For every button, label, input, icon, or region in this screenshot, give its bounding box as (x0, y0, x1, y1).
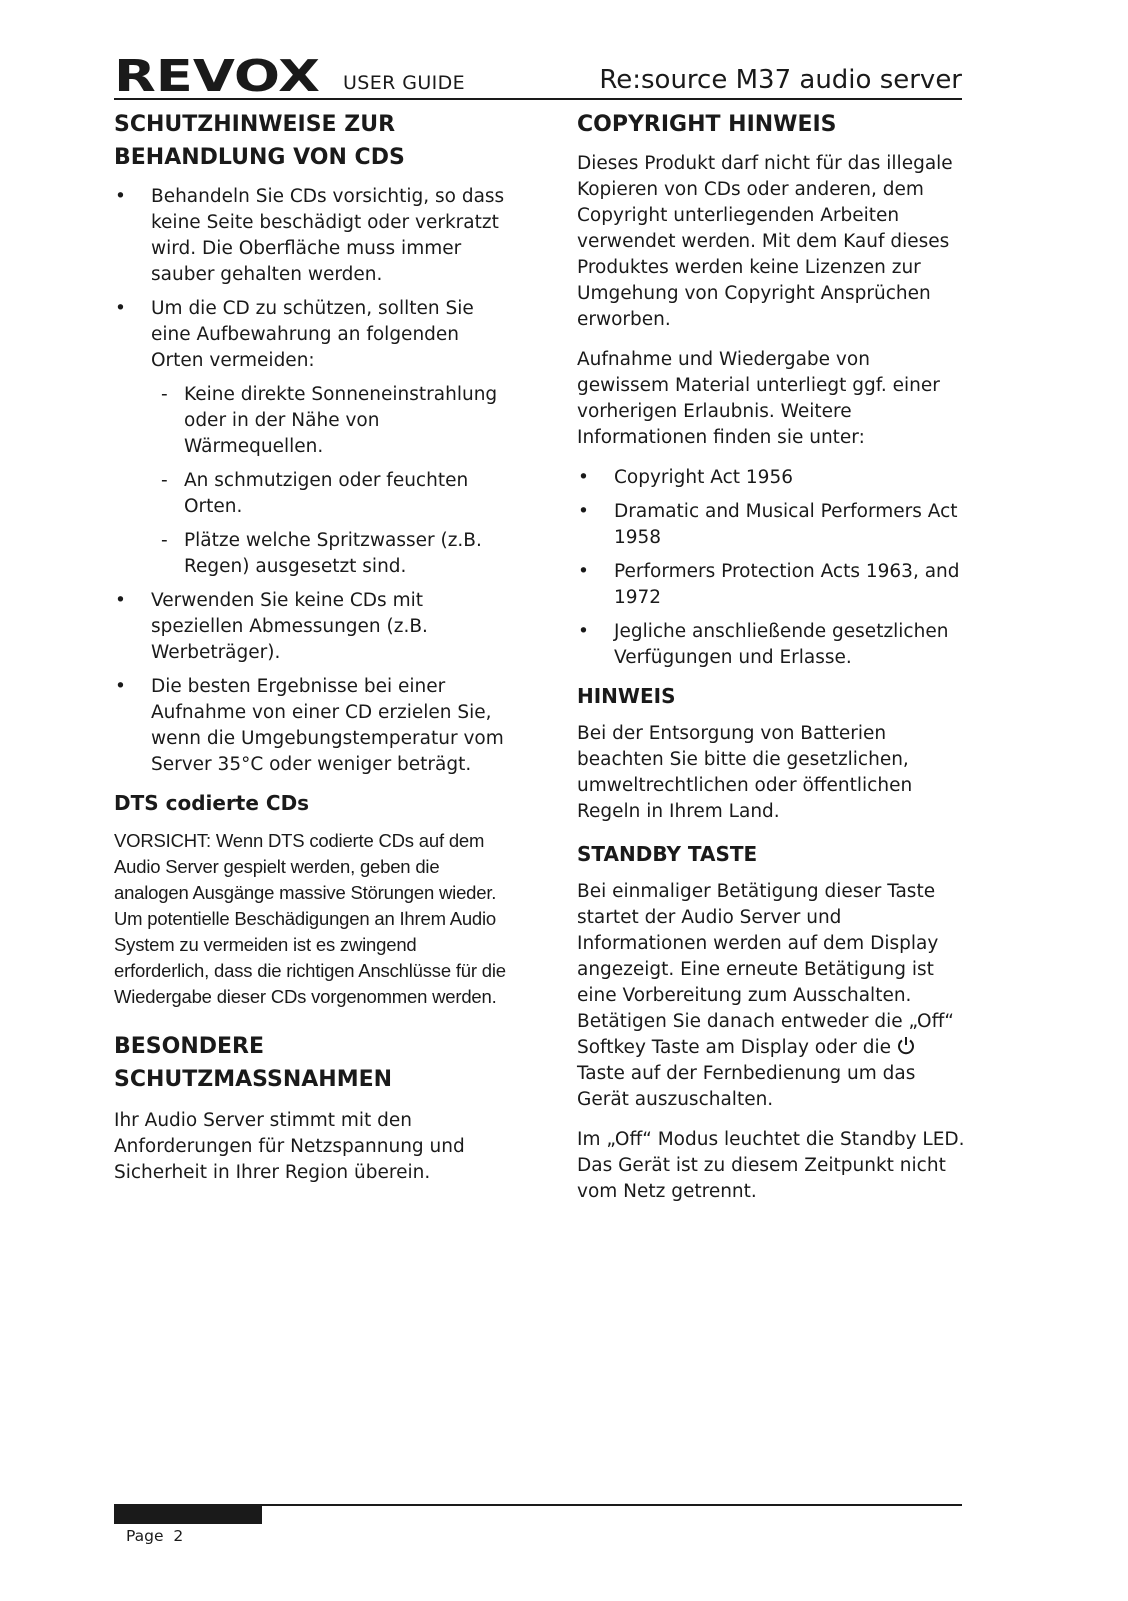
dts-heading: DTS codierte CDs (114, 791, 310, 815)
copyright-heading: COPYRIGHT HINWEIS (577, 112, 837, 137)
revox-logo (114, 58, 320, 94)
list-item: • Performers Protection Acts 1963, and 1972 (577, 559, 967, 611)
standby-paragraph-2: Im „Off“ Modus leuchtet die Standby LED. Das Gerät ist zu diesem Zeitpunkt nicht vom Netz getrennt. (577, 1129, 965, 1202)
header-rule (114, 98, 962, 100)
cd-handling-list (114, 184, 514, 778)
list-item: • Dramatic and Musical Performers Act 1958 (577, 499, 967, 551)
svg-text:REVOX: REVOX (114, 58, 320, 94)
warning-label: VORSICHT: (114, 830, 211, 851)
copyright-paragraph-1: Dieses Produkt darf nicht für das illegale Kopieren von CDs oder anderen, dem Copyright unterliegenden Arbeiten verwendet werden. Mit dem Kauf dieses Produktes werden keine Lizenzen zur Umgehung von Copyright Ansprüchen erworben. (577, 153, 953, 330)
copyright-acts-list (577, 465, 967, 671)
footer-bar (114, 1505, 262, 1524)
hinweis-heading: HINWEIS (577, 684, 676, 708)
cd-handling-heading: SCHUTZHINWEISE ZUR BEHANDLUNG VON CDS (114, 112, 405, 170)
list-item: • Die besten Ergebnisse bei einer Aufnahme von einer CD erzielen Sie, wenn die Umgebungstemperatur vom Server 35°C oder weniger beträgt. (114, 674, 514, 778)
left-column (114, 108, 514, 1200)
list-item: - An schmutzigen oder feuchten Orten. (151, 468, 514, 520)
standby-heading: STANDBY TASTE (577, 842, 758, 866)
list-item: • Copyright Act 1956 (577, 465, 967, 491)
list-item: - Plätze welche Spritzwasser (z.B. Regen) ausgesetzt sind. (151, 528, 514, 580)
list-item: - Keine direkte Sonneneinstrahlung oder in der Nähe von Wärmequellen. (151, 382, 514, 460)
hinweis-text: Bei der Entsorgung von Batterien beachten Sie bitte die gesetzlichen, umweltrechtlichen oder öffentlichen Regeln in Ihrem Land. (577, 723, 913, 822)
list-item: • Um die CD zu schützen, sollten Sie eine Aufbewahrung an folgenden Orten vermeiden: - Keine direkte Sonneneinstrahlung oder in der Nähe von Wärmequellen. - An schmutzigen oder feuchten Orten. - Plätze welche Spritzwasser (z.B. Regen) ausgesetzt sind. (114, 296, 514, 580)
list-item: • Behandeln Sie CDs vorsichtig, so dass keine Seite beschädigt oder verkratzt wird. Die Oberfläche muss immer sauber gehalten werden. (114, 184, 514, 288)
product-title: Re:source M37 audio server (599, 65, 962, 95)
standby-paragraph-1: Bei einmaliger Betätigung dieser Taste startet der Audio Server und Informationen werden auf dem Display angezeigt. Eine erneute Betätigung ist eine Vorbereitung zum Ausschalten. Betätigen Sie danach entweder die „Off“ Softkey Taste am Display oder die Taste auf der Fernbedienung um das Gerät auszuschalten. (577, 881, 954, 1110)
special-protection-heading: BESONDERE SCHUTZMASSNAHMEN (114, 1034, 393, 1092)
special-protection-text: Ihr Audio Server stimmt mit den Anforderungen für Netzspannung und Sicherheit in Ihrer Region überein. (114, 1110, 465, 1183)
list-item: • Jegliche anschließende gesetzlichen Verfügungen und Erlasse. (577, 619, 967, 671)
page-header (114, 52, 962, 102)
copyright-paragraph-2: Aufnahme und Wiedergabe von gewissem Material unterliegt ggf. einer vorherigen Erlaubnis. Weitere Informationen finden sie unter: (577, 349, 940, 448)
right-column (577, 108, 967, 1219)
avoid-locations-list (151, 382, 514, 580)
page-number: Page 2 (126, 1527, 184, 1545)
power-icon (897, 1036, 915, 1055)
user-guide-label: USER GUIDE (343, 72, 466, 94)
dts-warning: VORSICHT: Wenn DTS codierte CDs auf dem Audio Server gespielt werden, geben die analogen Ausgänge massive Störungen wieder. Um potentielle Beschädigungen an Ihrem Audio System zu vermeiden ist es zwingend erforderlich, dass die richtigen Anschlüsse für die Wiedergabe dieser CDs vorgenommen werden. (114, 830, 506, 1007)
list-item: • Verwenden Sie keine CDs mit speziellen Abmessungen (z.B. Werbeträger). (114, 588, 514, 666)
